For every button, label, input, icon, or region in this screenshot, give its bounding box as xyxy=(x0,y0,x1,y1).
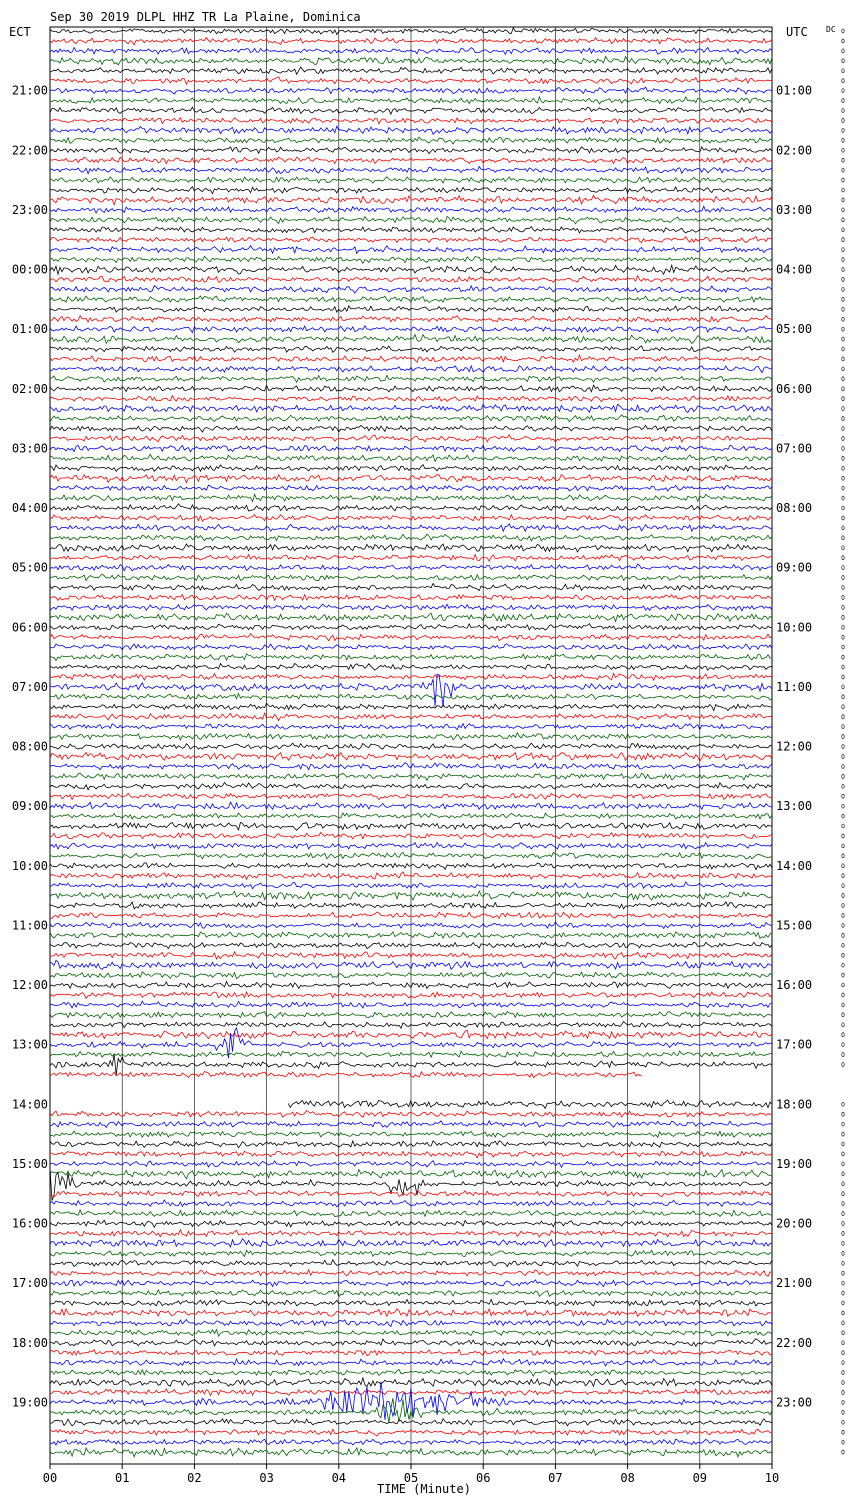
left-time-label: 21:00 xyxy=(11,83,48,98)
dc-marker xyxy=(842,29,844,33)
dc-marker xyxy=(842,1390,844,1394)
dc-marker xyxy=(842,69,844,73)
dc-marker xyxy=(842,1231,844,1235)
dc-marker xyxy=(842,1450,844,1454)
dc-marker xyxy=(842,218,844,222)
dc-marker xyxy=(842,665,844,669)
dc-marker xyxy=(842,884,844,888)
left-time-label: 07:00 xyxy=(11,679,48,694)
dc-marker xyxy=(842,1152,844,1156)
dc-marker xyxy=(842,824,844,828)
dc-marker xyxy=(842,59,844,63)
dc-marker xyxy=(842,317,844,321)
dc-marker xyxy=(842,168,844,172)
dc-marker xyxy=(842,943,844,947)
right-time-label: 13:00 xyxy=(776,799,813,814)
dc-marker xyxy=(842,337,844,341)
dc-marker xyxy=(842,178,844,182)
dc-marker xyxy=(842,158,844,162)
dc-marker xyxy=(842,794,844,798)
dc-marker xyxy=(842,715,844,719)
right-time-label: 03:00 xyxy=(776,202,813,217)
left-time-label: 22:00 xyxy=(11,143,48,158)
right-time-label: 23:00 xyxy=(776,1395,813,1410)
dc-marker xyxy=(842,496,844,500)
dc-marker xyxy=(842,248,844,252)
right-time-label: 15:00 xyxy=(776,918,813,933)
left-time-axis xyxy=(12,84,48,1410)
dc-marker xyxy=(842,89,844,93)
dc-marker xyxy=(842,427,844,431)
dc-marker xyxy=(842,1112,844,1116)
left-time-label: 13:00 xyxy=(11,1037,48,1052)
left-time-label: 16:00 xyxy=(11,1216,48,1231)
left-time-label: 01:00 xyxy=(11,322,48,337)
dc-marker xyxy=(842,745,844,749)
right-time-label: 07:00 xyxy=(776,441,813,456)
left-time-label: 06:00 xyxy=(11,620,48,635)
seismic-trace-105 xyxy=(50,1072,642,1078)
dc-marker xyxy=(842,814,844,818)
dc-marker xyxy=(842,397,844,401)
dc-marker xyxy=(842,725,844,729)
dc-marker xyxy=(842,774,844,778)
dc-marker xyxy=(842,277,844,281)
left-time-label: 12:00 xyxy=(11,978,48,992)
dc-marker xyxy=(842,1003,844,1007)
x-tick-label: 06 xyxy=(475,1471,491,1485)
dc-marker xyxy=(842,148,844,152)
dc-marker xyxy=(842,1430,844,1434)
dc-marker xyxy=(842,327,844,331)
dc-marker xyxy=(842,1420,844,1424)
right-time-label: 22:00 xyxy=(776,1335,813,1350)
dc-marker xyxy=(842,1261,844,1265)
dc-marker xyxy=(842,228,844,232)
x-tick-label: 01 xyxy=(114,1471,130,1485)
x-tick-label: 08 xyxy=(620,1471,635,1485)
dc-marker xyxy=(842,586,844,590)
dc-marker xyxy=(842,109,844,113)
dc-marker xyxy=(842,1122,844,1126)
dc-marker xyxy=(842,436,844,440)
right-time-label: 06:00 xyxy=(776,381,813,396)
dc-marker xyxy=(842,953,844,957)
left-time-label: 15:00 xyxy=(11,1156,48,1171)
right-time-label: 17:00 xyxy=(776,1037,813,1052)
dc-marker xyxy=(842,595,844,599)
dc-marker xyxy=(842,268,844,272)
dc-marker xyxy=(842,983,844,987)
x-axis-title: TIME (Minute) xyxy=(377,1482,471,1496)
dc-marker xyxy=(842,1053,844,1057)
right-time-label: 16:00 xyxy=(776,978,813,992)
right-time-label: 08:00 xyxy=(776,501,813,515)
right-time-label: 04:00 xyxy=(776,262,813,277)
dc-marker xyxy=(842,486,844,490)
left-time-label: 09:00 xyxy=(11,799,48,814)
dc-marker xyxy=(842,446,844,450)
x-tick-label: 03 xyxy=(259,1471,274,1485)
x-tick-label: 05 xyxy=(403,1471,419,1485)
x-tick-label: 04 xyxy=(331,1471,347,1485)
dc-marker xyxy=(842,1222,844,1226)
dc-marker xyxy=(842,645,844,649)
dc-marker xyxy=(842,128,844,132)
dc-marker xyxy=(842,99,844,103)
dc-marker xyxy=(842,1371,844,1375)
dc-marker xyxy=(842,307,844,311)
right-time-label: 11:00 xyxy=(776,679,813,694)
right-time-label: 20:00 xyxy=(776,1216,813,1231)
dc-marker xyxy=(842,904,844,908)
dc-marker xyxy=(842,695,844,699)
dc-marker xyxy=(842,556,844,560)
dc-marker xyxy=(842,854,844,858)
dc-marker xyxy=(842,685,844,689)
x-tick-label: 02 xyxy=(187,1471,202,1485)
dc-marker xyxy=(842,1033,844,1037)
seismic-trace-108 xyxy=(288,1100,772,1108)
dc-marker xyxy=(842,1132,844,1136)
dc-marker xyxy=(842,198,844,202)
dc-marker xyxy=(842,1381,844,1385)
dc-marker xyxy=(842,1400,844,1404)
left-time-label: 18:00 xyxy=(11,1335,48,1350)
dc-marker xyxy=(842,1321,844,1325)
dc-marker xyxy=(842,576,844,580)
dc-marker xyxy=(842,49,844,53)
dc-marker xyxy=(842,1013,844,1017)
x-tick-label: 00 xyxy=(42,1471,58,1485)
dc-marker xyxy=(842,894,844,898)
left-time-label: 02:00 xyxy=(11,381,48,396)
right-timezone-label: UTC xyxy=(786,25,808,39)
dc-marker xyxy=(842,874,844,878)
dc-marker xyxy=(842,347,844,351)
left-time-label: 11:00 xyxy=(11,918,48,933)
dc-marker xyxy=(842,1361,844,1365)
dc-marker xyxy=(842,834,844,838)
dc-marker xyxy=(842,377,844,381)
dc-marker xyxy=(842,1023,844,1027)
dc-marker xyxy=(842,238,844,242)
dc-marker xyxy=(842,118,844,122)
dc-marker xyxy=(842,456,844,460)
left-time-label: 14:00 xyxy=(11,1097,48,1112)
right-time-label: 01:00 xyxy=(776,83,813,98)
dc-marker xyxy=(842,1172,844,1176)
dc-marker xyxy=(842,1440,844,1444)
dc-marker xyxy=(842,1291,844,1295)
left-timezone-label: ECT xyxy=(9,25,31,39)
dc-marker xyxy=(842,536,844,540)
dc-marker xyxy=(842,387,844,391)
dc-marker xyxy=(842,864,844,868)
dc-marker xyxy=(842,705,844,709)
dc-marker xyxy=(842,1241,844,1245)
dc-marker xyxy=(842,933,844,937)
dc-marker xyxy=(842,466,844,470)
dc-marker xyxy=(842,526,844,530)
dc-marker xyxy=(842,1202,844,1206)
right-time-label: 18:00 xyxy=(776,1097,813,1112)
dc-marker xyxy=(842,1311,844,1315)
dc-marker xyxy=(842,913,844,917)
dc-marker xyxy=(842,79,844,83)
dc-marker xyxy=(842,367,844,371)
dc-marker xyxy=(842,655,844,659)
dc-marker xyxy=(842,506,844,510)
dc-marker xyxy=(842,735,844,739)
right-time-label: 05:00 xyxy=(776,322,813,337)
dc-marker xyxy=(842,754,844,758)
right-time-label: 09:00 xyxy=(776,560,813,575)
dc-marker xyxy=(842,1043,844,1047)
dc-marker xyxy=(842,1063,844,1067)
dc-marker xyxy=(842,615,844,619)
left-time-label: 10:00 xyxy=(11,858,48,873)
dc-marker xyxy=(842,138,844,142)
right-time-label: 14:00 xyxy=(776,858,813,873)
dc-marker xyxy=(842,297,844,301)
left-time-label: 04:00 xyxy=(11,501,48,515)
dc-label: DC xyxy=(826,25,836,34)
dc-marker xyxy=(842,993,844,997)
dc-marker xyxy=(842,764,844,768)
dc-marker xyxy=(842,1351,844,1355)
dc-marker xyxy=(842,188,844,192)
right-time-label: 10:00 xyxy=(776,620,813,635)
dc-marker xyxy=(842,357,844,361)
dc-markers xyxy=(842,29,844,1454)
left-time-label: 05:00 xyxy=(11,560,48,575)
left-time-label: 08:00 xyxy=(11,739,48,754)
dc-marker xyxy=(842,208,844,212)
right-time-label: 02:00 xyxy=(776,143,813,158)
left-time-label: 03:00 xyxy=(11,441,48,456)
right-time-axis xyxy=(776,84,812,1410)
dc-marker xyxy=(842,635,844,639)
dc-marker xyxy=(842,39,844,43)
x-tick-label: 09 xyxy=(692,1471,708,1485)
dc-marker xyxy=(842,258,844,262)
dc-marker xyxy=(842,417,844,421)
x-tick-label: 10 xyxy=(764,1471,780,1485)
dc-marker xyxy=(842,546,844,550)
left-time-label: 17:00 xyxy=(11,1276,48,1291)
dc-marker xyxy=(842,1271,844,1275)
dc-marker xyxy=(842,1162,844,1166)
dc-marker xyxy=(842,407,844,411)
dc-marker xyxy=(842,973,844,977)
dc-marker xyxy=(842,1251,844,1255)
dc-marker xyxy=(842,1212,844,1216)
dc-marker xyxy=(842,605,844,609)
dc-marker xyxy=(842,844,844,848)
dc-marker xyxy=(842,625,844,629)
dc-marker xyxy=(842,287,844,291)
dc-marker xyxy=(842,675,844,679)
dc-marker xyxy=(842,476,844,480)
dc-marker xyxy=(842,1281,844,1285)
left-time-label: 19:00 xyxy=(11,1395,48,1410)
dc-marker xyxy=(842,1192,844,1196)
dc-marker xyxy=(842,1301,844,1305)
dc-marker xyxy=(842,516,844,520)
dc-marker xyxy=(842,963,844,967)
dc-marker xyxy=(842,566,844,570)
dc-marker xyxy=(842,1341,844,1345)
dc-marker xyxy=(842,1102,844,1106)
left-time-label: 23:00 xyxy=(11,202,48,217)
dc-marker xyxy=(842,784,844,788)
left-time-label: 00:00 xyxy=(11,262,48,277)
right-time-label: 21:00 xyxy=(776,1276,813,1291)
dc-marker xyxy=(842,1410,844,1414)
dc-marker xyxy=(842,1331,844,1335)
dc-marker xyxy=(842,1142,844,1146)
chart-title: Sep 30 2019 DLPL HHZ TR La Plaine, Dominica xyxy=(50,10,361,24)
dc-marker xyxy=(842,1182,844,1186)
right-time-label: 12:00 xyxy=(776,739,813,754)
dc-marker xyxy=(842,804,844,808)
dc-marker xyxy=(842,923,844,927)
x-tick-label: 07 xyxy=(548,1471,563,1485)
right-time-label: 19:00 xyxy=(776,1156,813,1171)
